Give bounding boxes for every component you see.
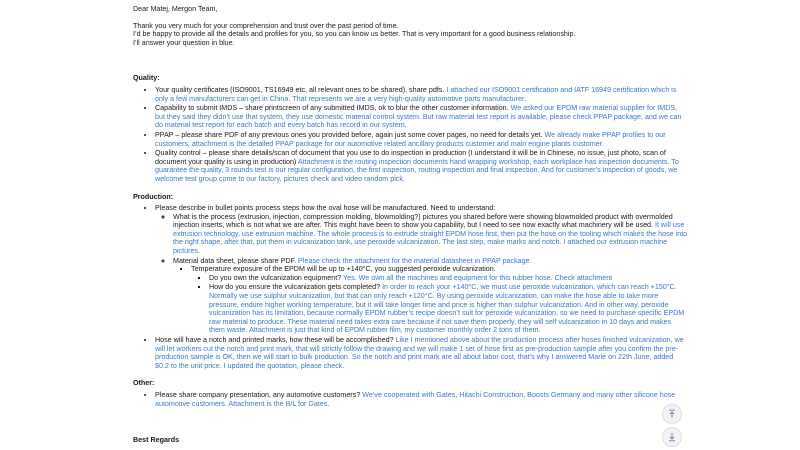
question-text: Your quality certificates (ISO9001, TS16949 etc, all relevant ones to be shared), share pdfs. [155, 85, 445, 94]
list-item [209, 283, 688, 335]
other-heading: Other: [133, 379, 155, 388]
question-text: Hose will have a notch and printed marks, how these will be accomplished? [155, 336, 394, 344]
greeting: Dear Matej, Mergon Team, [133, 5, 218, 13]
list-item [155, 86, 688, 103]
vulcanization-sublist [191, 274, 688, 335]
arrow-down-to-bottom-icon [667, 432, 677, 442]
scroll-to-top-button[interactable] [662, 404, 682, 424]
list-item [155, 104, 688, 130]
answer-text: Like I mentioned above about the production process after hoses finished vulcanization, we will let workers cut the notch and print mark, that will strictly follow the drawing and we will make 1 set of hose first as pre-production sample after you confirm the pre-production sample is OK, then we will start to bulk production. So the notch and print mark are all about labor cost, that’s why I answered Marie on 22th June, added $0.2 to the unit price. I updated the quotation, please check. [155, 336, 684, 370]
answer-text: We asked our EPDM raw material supplier for IMDS, but they said they didn’t use that system, they use domestic material control system. But raw material test report is available, please check PPAP package, and we can do material test report for each batch and every batch has record in our system. [155, 104, 682, 130]
question-text: How do you ensure the vulcanization gets completed? [209, 283, 381, 292]
list-item [155, 204, 688, 335]
list-item [155, 391, 688, 408]
list-item [191, 265, 688, 335]
question-text: Please share company presentation, any automotive customers? [155, 390, 361, 399]
answer-text: Yes. We own all the machines and equipment for this rubber hose. Check attachment [343, 273, 613, 282]
scroll-to-bottom-button[interactable] [662, 427, 682, 447]
closing: Best Regards [133, 436, 180, 444]
list-item [173, 257, 688, 335]
question-text: Capability to submit IMDS – share printscreen of any submitted IMDS, ok to blur the other customer information. [155, 104, 509, 113]
temperature-sublist [173, 265, 688, 335]
question-text: Please describe in bullet points process steps how the oval hose will be manufactured. Need to understand: [155, 204, 496, 213]
question-text: Quality control – please share details/scan of document that you use to do inspection in production (I understand it will be in Chinese, no issue, just photo, scan of document your quality is using in production) [155, 149, 666, 166]
intro-line-2: I’d be happy to provide all the details and profiles for you, so you can know us better. That is very important for a good business relationship. [133, 30, 576, 39]
question-text: PPAP – please share PDF of any previous ones you provided before, again just some cover pages, no need for details yet. [155, 130, 543, 139]
production-sublist [155, 213, 688, 335]
list-item [209, 274, 688, 283]
question-text: Material data sheet, please share PDF. [173, 256, 297, 265]
question-text: Do you own the vulcanization equipment? [209, 273, 342, 282]
list-item [155, 149, 688, 183]
answer-text: We’ve cooperated with Gates, Hitachi Construction, Boosts Germany and many other silicone hose automotive customers. Attachment is the B/L for Gates. [155, 390, 676, 408]
question-text: What is the process (extrusion, injection, compression molding, blowmolding?) pictures you shared before were showing blowmolded product with overmolded injection inserts, which is not what we are after. This might have been to show you capability, but I need to see now exactly what machinery will be used. [173, 212, 673, 230]
question-text: Temperature exposure of the EPDM will be up to +140°C, you suggested peroxide vulcanization. [191, 265, 496, 274]
answer-text: Please check the attachment for the material datasheet in PPAP package. [298, 256, 532, 265]
answer-text: I attached our ISO9001 certification and IATF 16949 certification which is only a few manufacturers can get in China. That represents we are a very high-quality automotive parts manufacturer. [155, 85, 677, 103]
quality-heading: Quality: [133, 74, 160, 83]
list-item [173, 213, 688, 256]
intro-line-1: Thank you very much for your comprehension and trust over the past period of time. [133, 21, 399, 30]
answer-text: Attachment is the routing inspection documents hand wrapping workshop, each workplace has inspection documents. To guarantee the quality, 3 rounds test is our regular configuration, the first inspection, routing inspection and final inspection. And for customer’s inspection of goods, we welcome test group come to our factory, pictures check and video random pick. [155, 157, 679, 183]
list-item [155, 131, 688, 148]
quality-list [133, 86, 688, 184]
answer-text: It will use extrusion technology, use extrusion machine. The whole process is to extrude straight EPDM hose first, then put the hose on the tooling which makes the hose into the right shape, after that, put them in vulcanization tank, use peroxide vulcanization. The last step, make marks and notch. I attached our extrusion machine pictures. [173, 221, 688, 256]
production-list [133, 204, 688, 370]
production-heading: Production: [133, 192, 174, 201]
answer-text: In order to reach your +140°C, we must use peroxide vulcanization, which can reach +150°C. Normally we use sulphur vulcanization, but that can only reach +120°C. By using peroxide vulcanization, can make the hose able to take more pressure, endure higher working temperature, but it will take longer time and price is higher than sulphur vulcanization. And in other way, peroxide vulcanization has its limitation, because normally EPDM rubber’s recipe doesn’t suit for peroxide vulcanization, so we need to purchase specific EPDM raw material to produce. These material need takes extra care because if not save them properly, they will self vulcanization in 10 days and makes them waste. Attachment is just that kind of EPDM rubber film, my customer monthly order 2 tons of them. [209, 283, 685, 335]
intro-line-3: I’ll answer your question in blue. [133, 38, 235, 47]
other-list [133, 391, 688, 408]
email-body [133, 5, 688, 409]
list-item [155, 336, 688, 370]
answer-text: We already make PPAP profiles to our customers, attachment is the detailed PPAP package for our automotive related ancillary products customer and main engine plants customer. [155, 130, 666, 148]
arrow-up-to-top-icon [667, 409, 677, 419]
